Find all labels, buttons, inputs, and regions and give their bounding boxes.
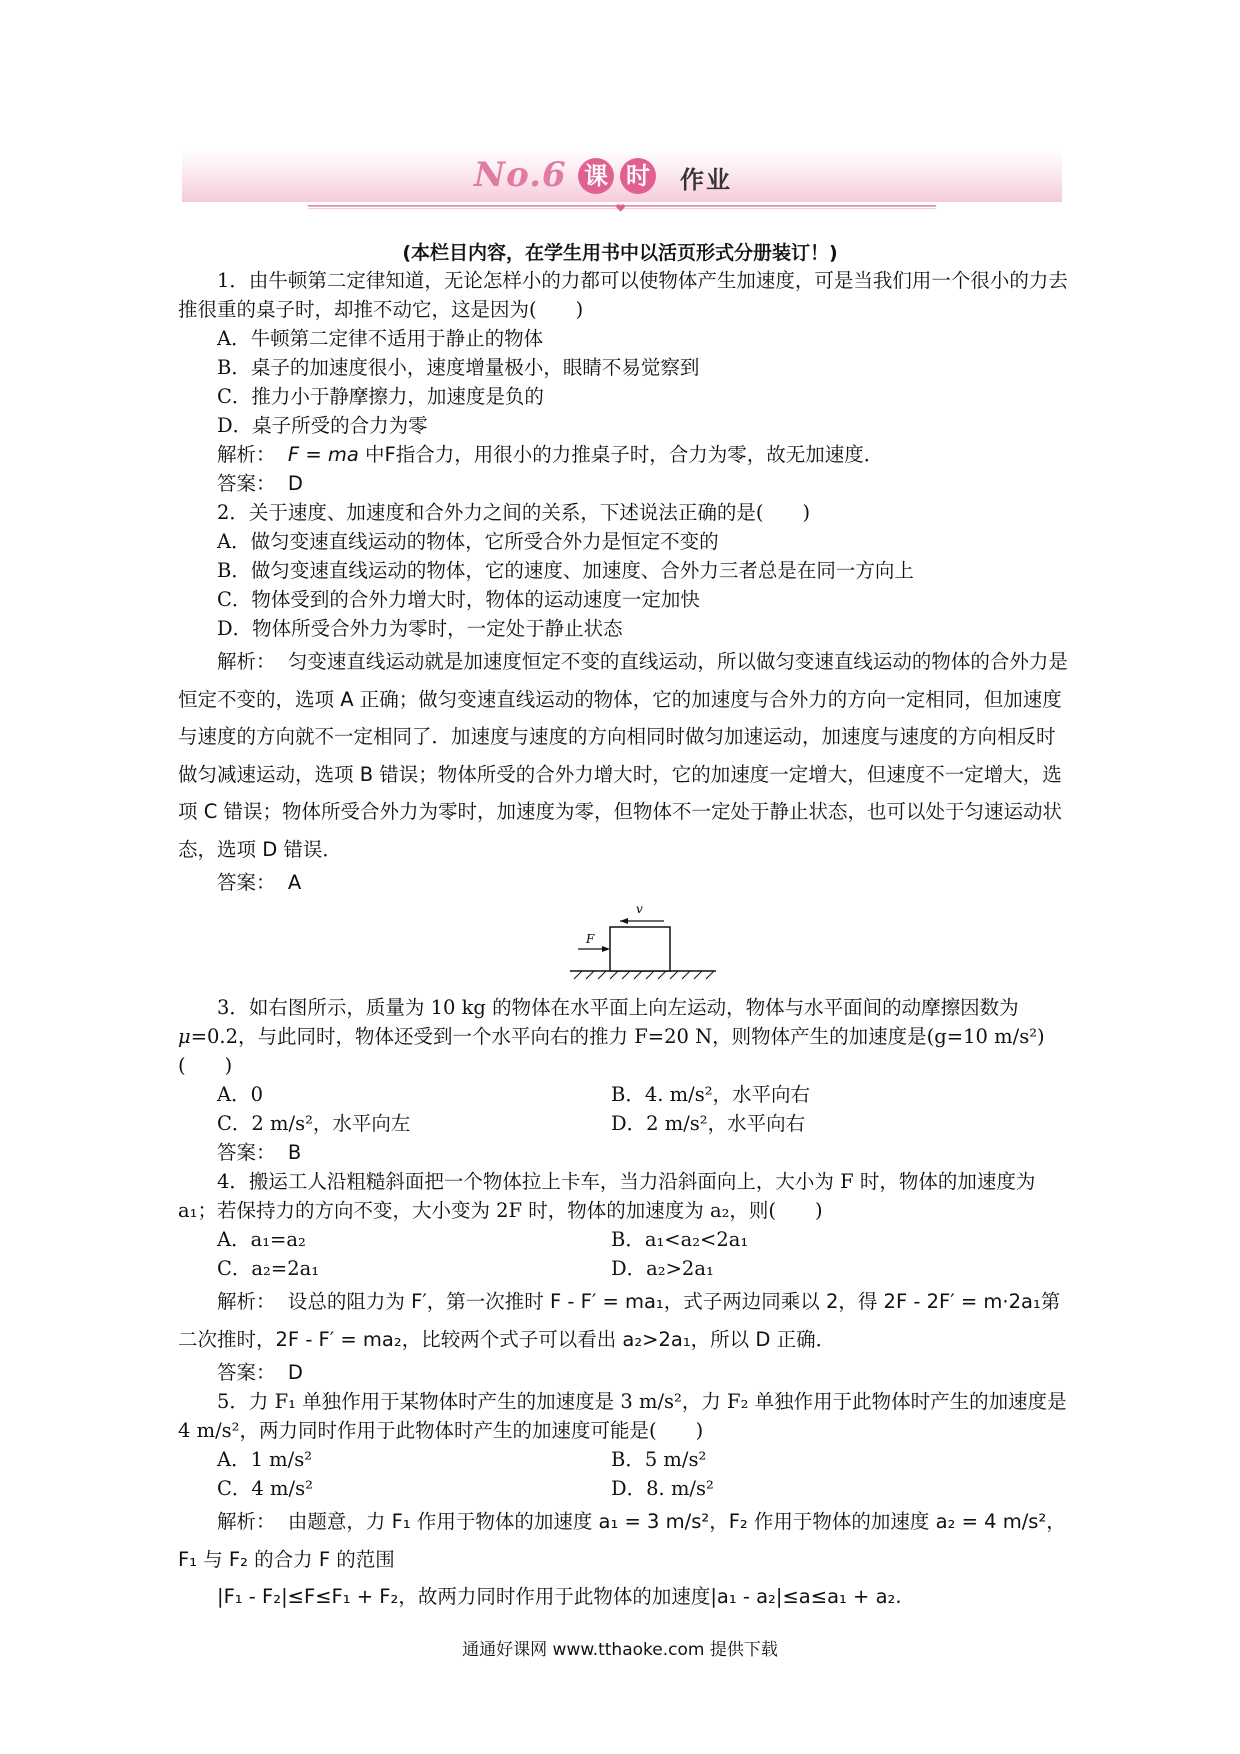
force-label: F (586, 932, 595, 946)
q5-options-row2 (178, 1474, 1070, 1503)
q4-option-d: D．a₂>2a₁ (611, 1257, 714, 1280)
q3-stem-part1: 3．如右图所示，质量为 10 kg 的物体在水平面上向左运动，物体与水平面间的动摩擦因数为 (217, 996, 1019, 1019)
q1-stem: 1．由牛顿第二定律知道，无论怎样小的力都可以使物体产生加速度，可是当我们用一个很小的力去推很重的桌子时，却推不动它，这是因为( ) (178, 269, 1068, 321)
binding-note: (本栏目内容，在学生用书中以活页形式分册装订！) (402, 242, 838, 264)
explanation-label: 解析： (217, 1510, 276, 1533)
q5-explanation-text: 由题意，力 F₁ 作用于物体的加速度 a₁ = 3 m/s²，F₂ 作用于物体的加速度 a₂ = 4 m/s²，F₁ 与 F₂ 的合力 F 的范围 (178, 1510, 1066, 1571)
q2-option-d: D．物体所受合外力为零时，一定处于静止状态 (217, 617, 623, 640)
q3-options-row1 (178, 1080, 1070, 1109)
q1-explanation-text: 中F指合力，用很小的力推桌子时，合力为零，故无加速度． (365, 443, 884, 466)
q3-option-a: A．0 (217, 1083, 263, 1106)
q5-options-row1 (178, 1445, 1070, 1474)
q5-option-b: B．5 m/s² (611, 1448, 707, 1471)
answer-label: 答案： (217, 472, 276, 495)
q4-option-c: C．a₂=2a₁ (217, 1257, 320, 1280)
q3-answer (178, 1138, 1070, 1167)
q3-option-c: C．2 m/s²，水平向左 (217, 1112, 411, 1135)
homework-label: 作业 (680, 166, 732, 194)
page-footer: 通通好课网 www.tthaoke.com 提供下载 (462, 1640, 778, 1660)
q3-option-b: B．4. m/s²，水平向右 (611, 1083, 811, 1106)
explanation-label: 解析： (217, 650, 276, 673)
q4-options-row2 (178, 1254, 1070, 1283)
explanation-label: 解析： (217, 1290, 276, 1313)
block-on-surface-diagram (570, 903, 720, 989)
q4-stem: 4．搬运工人沿粗糙斜面把一个物体拉上卡车，当力沿斜面向上，大小为 F 时，物体的加速度为 a₁；若保持力的方向不变，大小变为 2F 时，物体的加速度为 a₂，则( ) (178, 1170, 1036, 1222)
q4-option-a: A．a₁=a₂ (217, 1228, 306, 1251)
q5-option-d: D．8. m/s² (611, 1477, 714, 1500)
explanation-label: 解析： (217, 443, 276, 466)
banner-divider (182, 203, 1062, 213)
q3-option-d: D．2 m/s²，水平向右 (611, 1112, 806, 1135)
answer-label: 答案： (217, 1361, 276, 1384)
velocity-label: v (636, 903, 643, 916)
formula: F = ma (287, 443, 359, 466)
q2-explanation-text: 匀变速直线运动就是加速度恒定不变的直线运动，所以做匀变速直线运动的物体的合外力是恒定不变的，选项 A 正确；做匀变速直线运动的物体，它的加速度与合外力的方向一定相同，但加速度与速度的方向就不一定相同了．加速度与速度的方向相同时做匀加速运动，加速度与速度的方向相反时做匀减速运动，选项 B 错误；物体所受的合外力增大时，它的加速度一定增大，但速度不一定增大，选项 C 错误；物体所受合外力为零时，加速度为零，但物体不一定处于静止状态，也可以处于匀速运动状态，选项 D 错误． (178, 650, 1068, 861)
q1-option-b: B．桌子的加速度很小，速度增量极小，眼睛不易觉察到 (217, 356, 700, 379)
q1-option-d: D．桌子所受的合力为零 (217, 414, 428, 437)
q2-option-b: B．做匀变速直线运动的物体，它的速度、加速度、合外力三者总是在同一方向上 (217, 559, 914, 582)
q2-stem: 2．关于速度、加速度和合外力之间的关系，下述说法正确的是( ) (217, 501, 811, 524)
q4-explanation-text: 设总的阻力为 F′，第一次推时 F - F′ = ma₁，式子两边同乘以 2，得 2F - 2F′ = m·2a₁第二次推时，2F - F′ = ma₂，比较两个式子可以看出 a₂>2a₁，所以 D 正确． (178, 1290, 1061, 1351)
q3-stem-part2: =0.2，与此同时，物体还受到一个水平向右的推力 F=20 N，则物体产生的加速度是(g (190, 1025, 947, 1048)
q5-stem: 5．力 F₁ 单独作用于某物体时产生的加速度是 3 m/s²，力 F₂ 单独作用于此物体时产生的加速度是 4 m/s²，两力同时作用于此物体时产生的加速度可能是( ) (178, 1390, 1067, 1442)
q4-option-b: B．a₁<a₂<2a₁ (611, 1228, 749, 1251)
q1-option-a: A．牛顿第二定律不适用于静止的物体 (217, 327, 544, 350)
lesson-char-2: 时 (620, 158, 656, 194)
q1-answer-value: D (287, 472, 303, 495)
q5-explanation-range: |F₁ - F₂|≤F≤F₁ + F₂，故两力同时作用于此物体的加速度|a₁ - a₂|≤a≤a₁ + a₂. (217, 1585, 902, 1608)
q2-option-c: C．物体受到的合外力增大时，物体的运动速度一定加快 (217, 588, 700, 611)
q3-stem (178, 993, 1070, 1080)
header-banner (182, 150, 1062, 220)
q3-answer-value: B (287, 1141, 302, 1164)
answer-label: 答案： (217, 1141, 276, 1164)
q4-explanation (178, 1283, 1070, 1358)
q4-answer (178, 1358, 1070, 1387)
q1-answer (178, 469, 1070, 498)
q2-answer (178, 868, 1070, 897)
lesson-number: No.6 (474, 155, 567, 195)
q1-explanation (178, 440, 1070, 469)
q5-explanation (178, 1503, 1070, 1578)
q2-answer-value: A (287, 871, 302, 894)
q3-stem-part3: =10 m/s²)( ) (178, 1025, 1045, 1077)
q4-options-row1 (178, 1225, 1070, 1254)
q2-explanation (178, 643, 1070, 868)
lesson-char-1: 课 (578, 158, 614, 194)
q4-answer-value: D (287, 1361, 303, 1384)
q5-option-a: A．1 m/s² (217, 1448, 313, 1471)
q2-option-a: A．做匀变速直线运动的物体，它所受合外力是恒定不变的 (217, 530, 719, 553)
mu-symbol: μ (178, 1025, 191, 1048)
block-figure (178, 897, 1070, 993)
q5-option-c: C．4 m/s² (217, 1477, 313, 1500)
question-content (178, 266, 1070, 1616)
q3-options-row2 (178, 1109, 1070, 1138)
answer-label: 答案： (217, 871, 276, 894)
q1-option-c: C．推力小于静摩擦力，加速度是负的 (217, 385, 544, 408)
